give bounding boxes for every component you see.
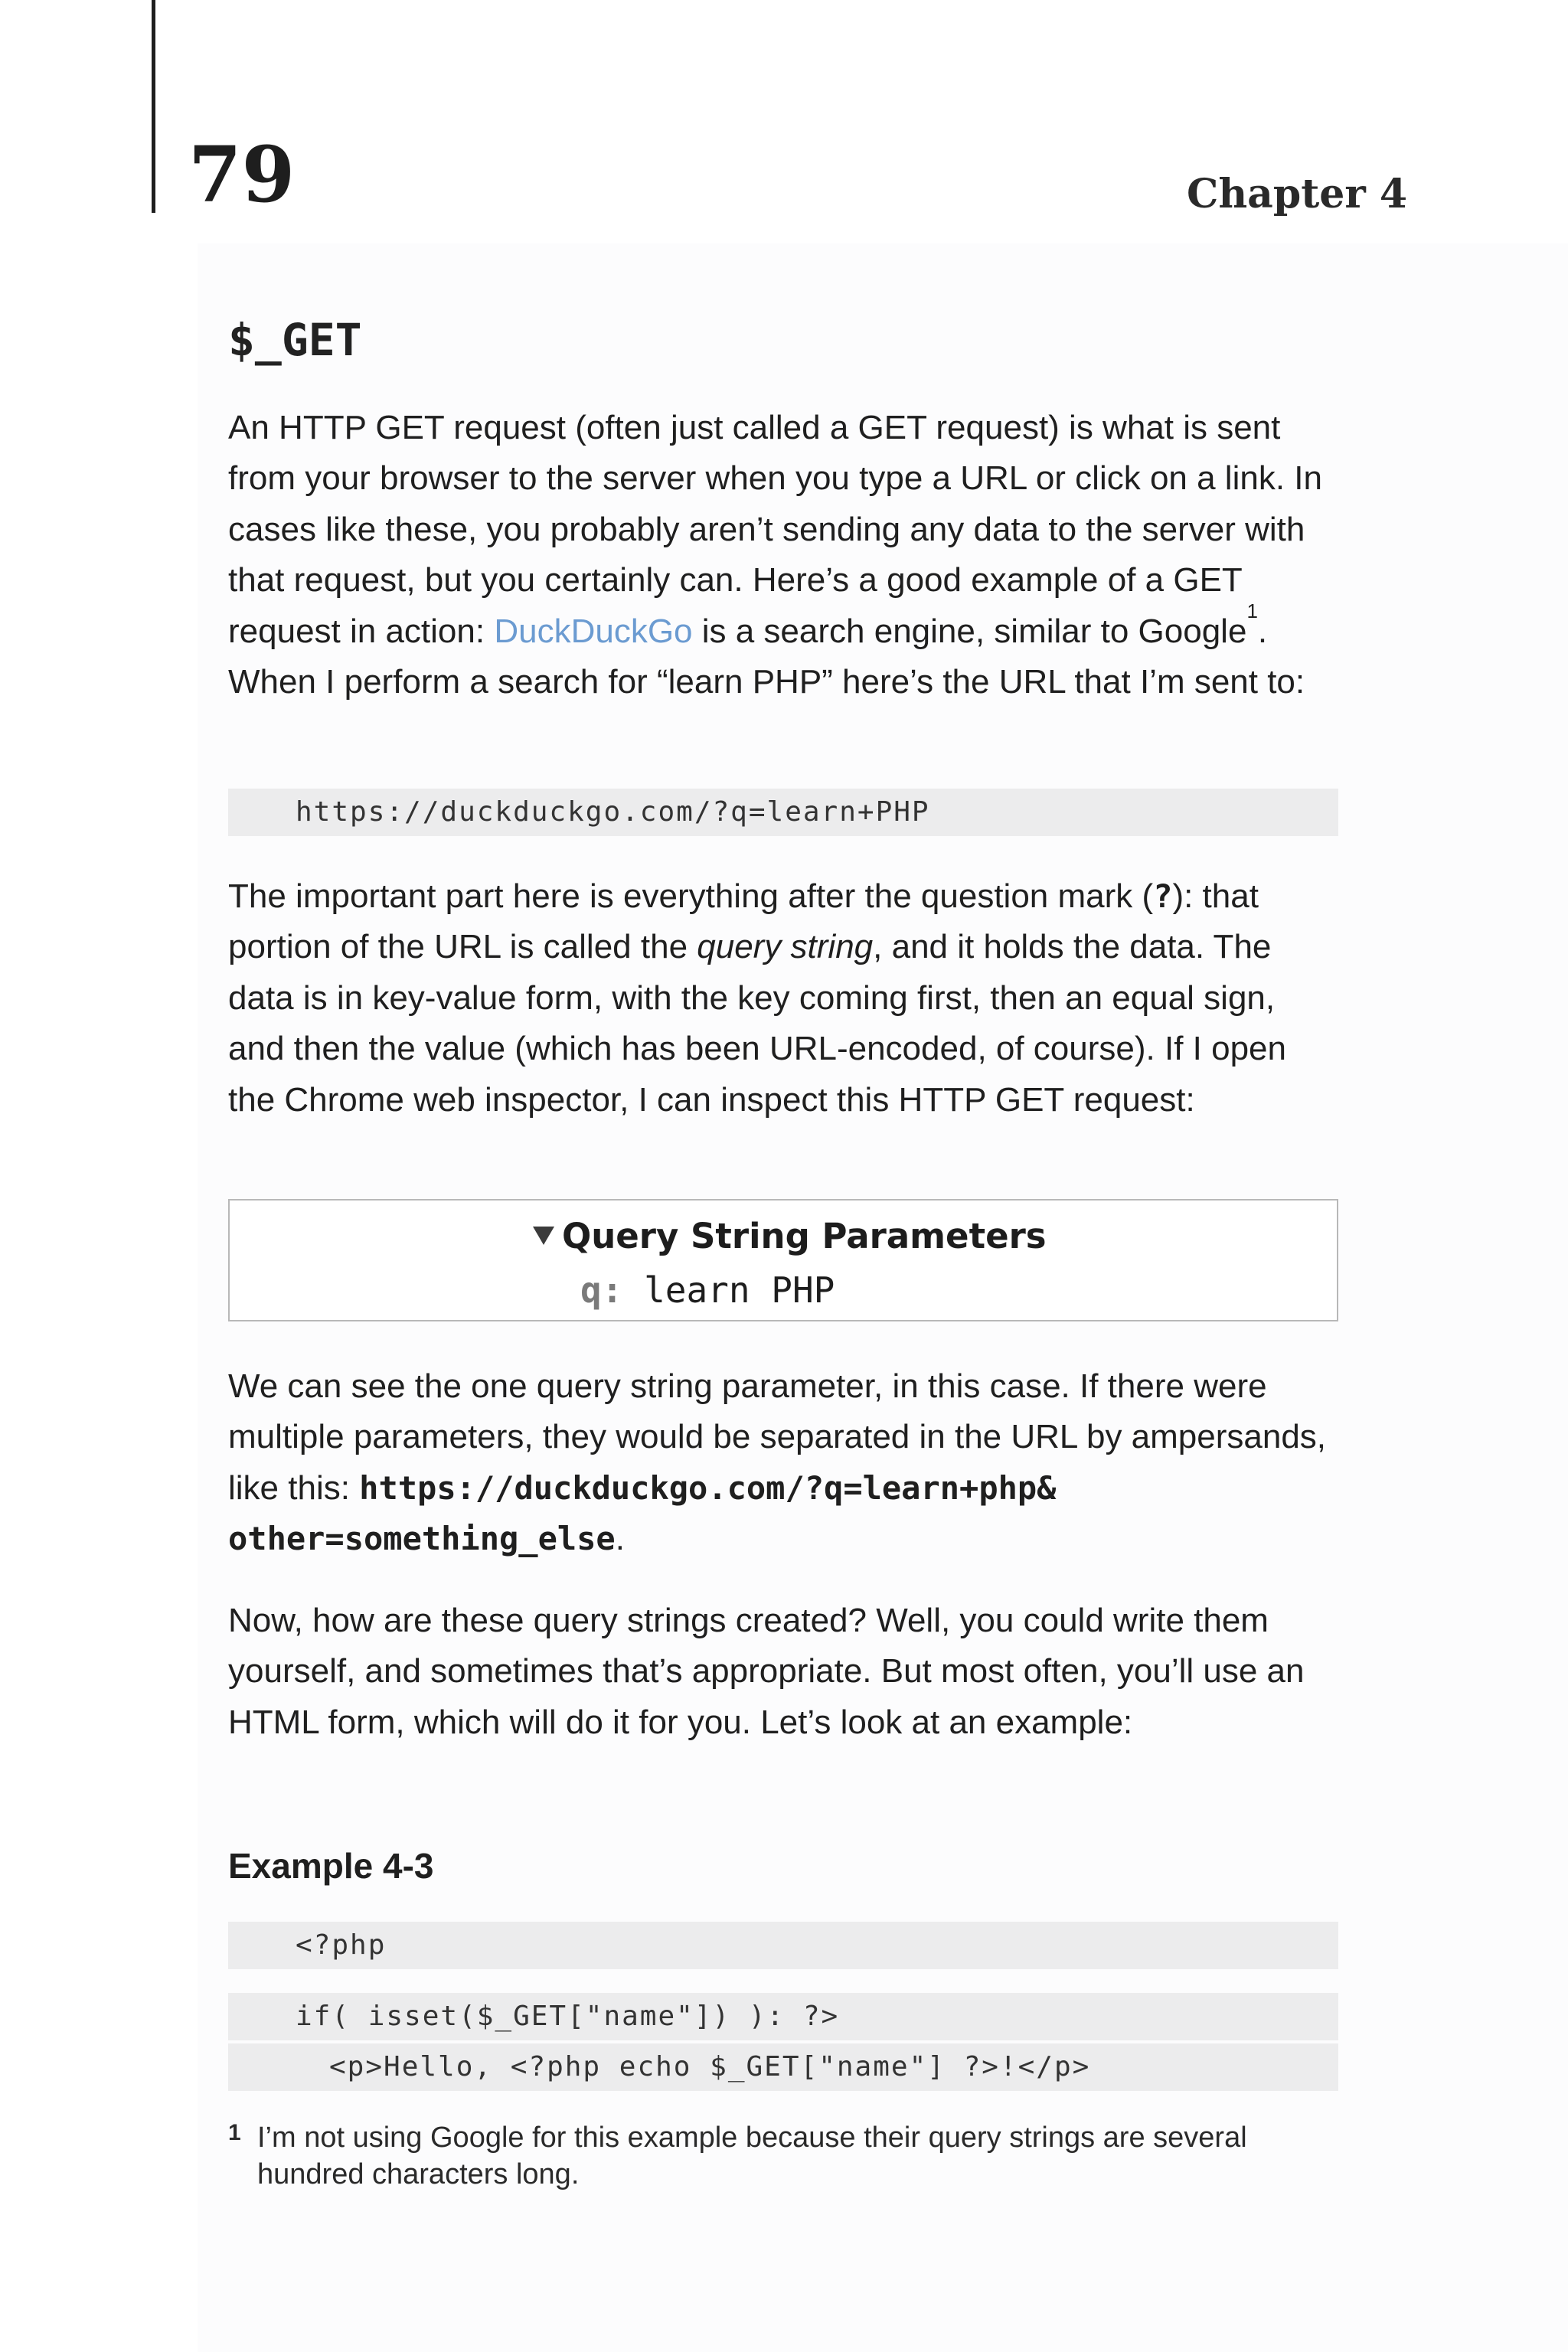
- query-string-term: query string: [697, 928, 874, 966]
- inspector-title: Query String Parameters: [562, 1216, 1047, 1256]
- param-value: learn PHP: [644, 1269, 835, 1311]
- paragraph-3: [228, 1361, 1338, 1565]
- paragraph-1-text-b: is a search engine, similar to Google: [692, 612, 1247, 650]
- page-number: 79: [188, 129, 296, 220]
- footnote-text: I’m not using Google for this example because their query strings are several hundred characters long.: [257, 2122, 1247, 2190]
- disclosure-triangle-icon[interactable]: [533, 1227, 554, 1245]
- paragraph-4: Now, how are these query strings created? Well, you could write them yourself, and sometimes that’s appropriate. But most often, you’ll use an HTML form, which will do it for you. Let’s look at an example:: [228, 1602, 1305, 1741]
- footnote-mark: 1: [228, 2120, 241, 2145]
- example-title: Example 4-3: [228, 1846, 434, 1886]
- chapter-label: Chapter 4: [1186, 171, 1407, 217]
- inspector-param-row: [580, 1269, 835, 1311]
- paragraph-1-text-a: An HTTP GET request (often just called a GET request) is what is sent from your browser to the server when you type a URL or click on a link. In cases like these, you probably aren’t sending any data to the server with that request, but you certainly can. Here’s a good example of a GET request in action:: [228, 409, 1322, 650]
- code-line-2: if( isset($_GET["name"]) ): ?>: [228, 1993, 1338, 2040]
- paragraph-2-text-a: The important part here is everything after the question mark (: [228, 877, 1154, 915]
- duckduckgo-link[interactable]: DuckDuckGo: [494, 612, 693, 650]
- code-line-3: <p>Hello, <?php echo $_GET["name"] ?>!</p>: [228, 2043, 1338, 2091]
- question-mark-code: ?: [1153, 877, 1173, 915]
- section-title: $_GET: [228, 314, 362, 366]
- paragraph-2: [228, 871, 1338, 1125]
- param-key: q:: [580, 1269, 623, 1311]
- code-url: https://duckduckgo.com/?q=learn+PHP: [228, 789, 1338, 836]
- inspector-section-header[interactable]: [533, 1216, 1047, 1256]
- paragraph-3-text-a: We can see the one query string parameter, in this case. If there were multiple parameters, they would be separated in the URL by ampersands, like this:: [228, 1367, 1327, 1507]
- url-example-code-2: other=something_else: [228, 1520, 616, 1558]
- inspector-screenshot: [228, 1199, 1338, 1321]
- paragraph-2-text-b: ): that portion of the URL is called the: [228, 877, 1259, 966]
- paragraph-2-text-c: , and it holds the data. The data is in key-value form, with the key coming first, then an equal sign, and then the value (which has been URL-encoded, of course). If I open the Chrome web inspector, I can inspect this HTTP GET request:: [228, 928, 1286, 1119]
- footnote: [228, 2119, 1338, 2193]
- paragraph-1-text-c: . When I perform a search for “learn PHP” here’s the URL that I’m sent to:: [228, 612, 1305, 701]
- header-rule: [152, 0, 155, 213]
- url-example-code-1: https://duckduckgo.com/?q=learn+php&: [359, 1468, 1057, 1507]
- paragraph-3-text-b: .: [615, 1520, 625, 1558]
- footnote-ref[interactable]: 1: [1246, 599, 1258, 622]
- paragraph-1: [228, 403, 1338, 707]
- code-line-1: <?php: [228, 1922, 1338, 1969]
